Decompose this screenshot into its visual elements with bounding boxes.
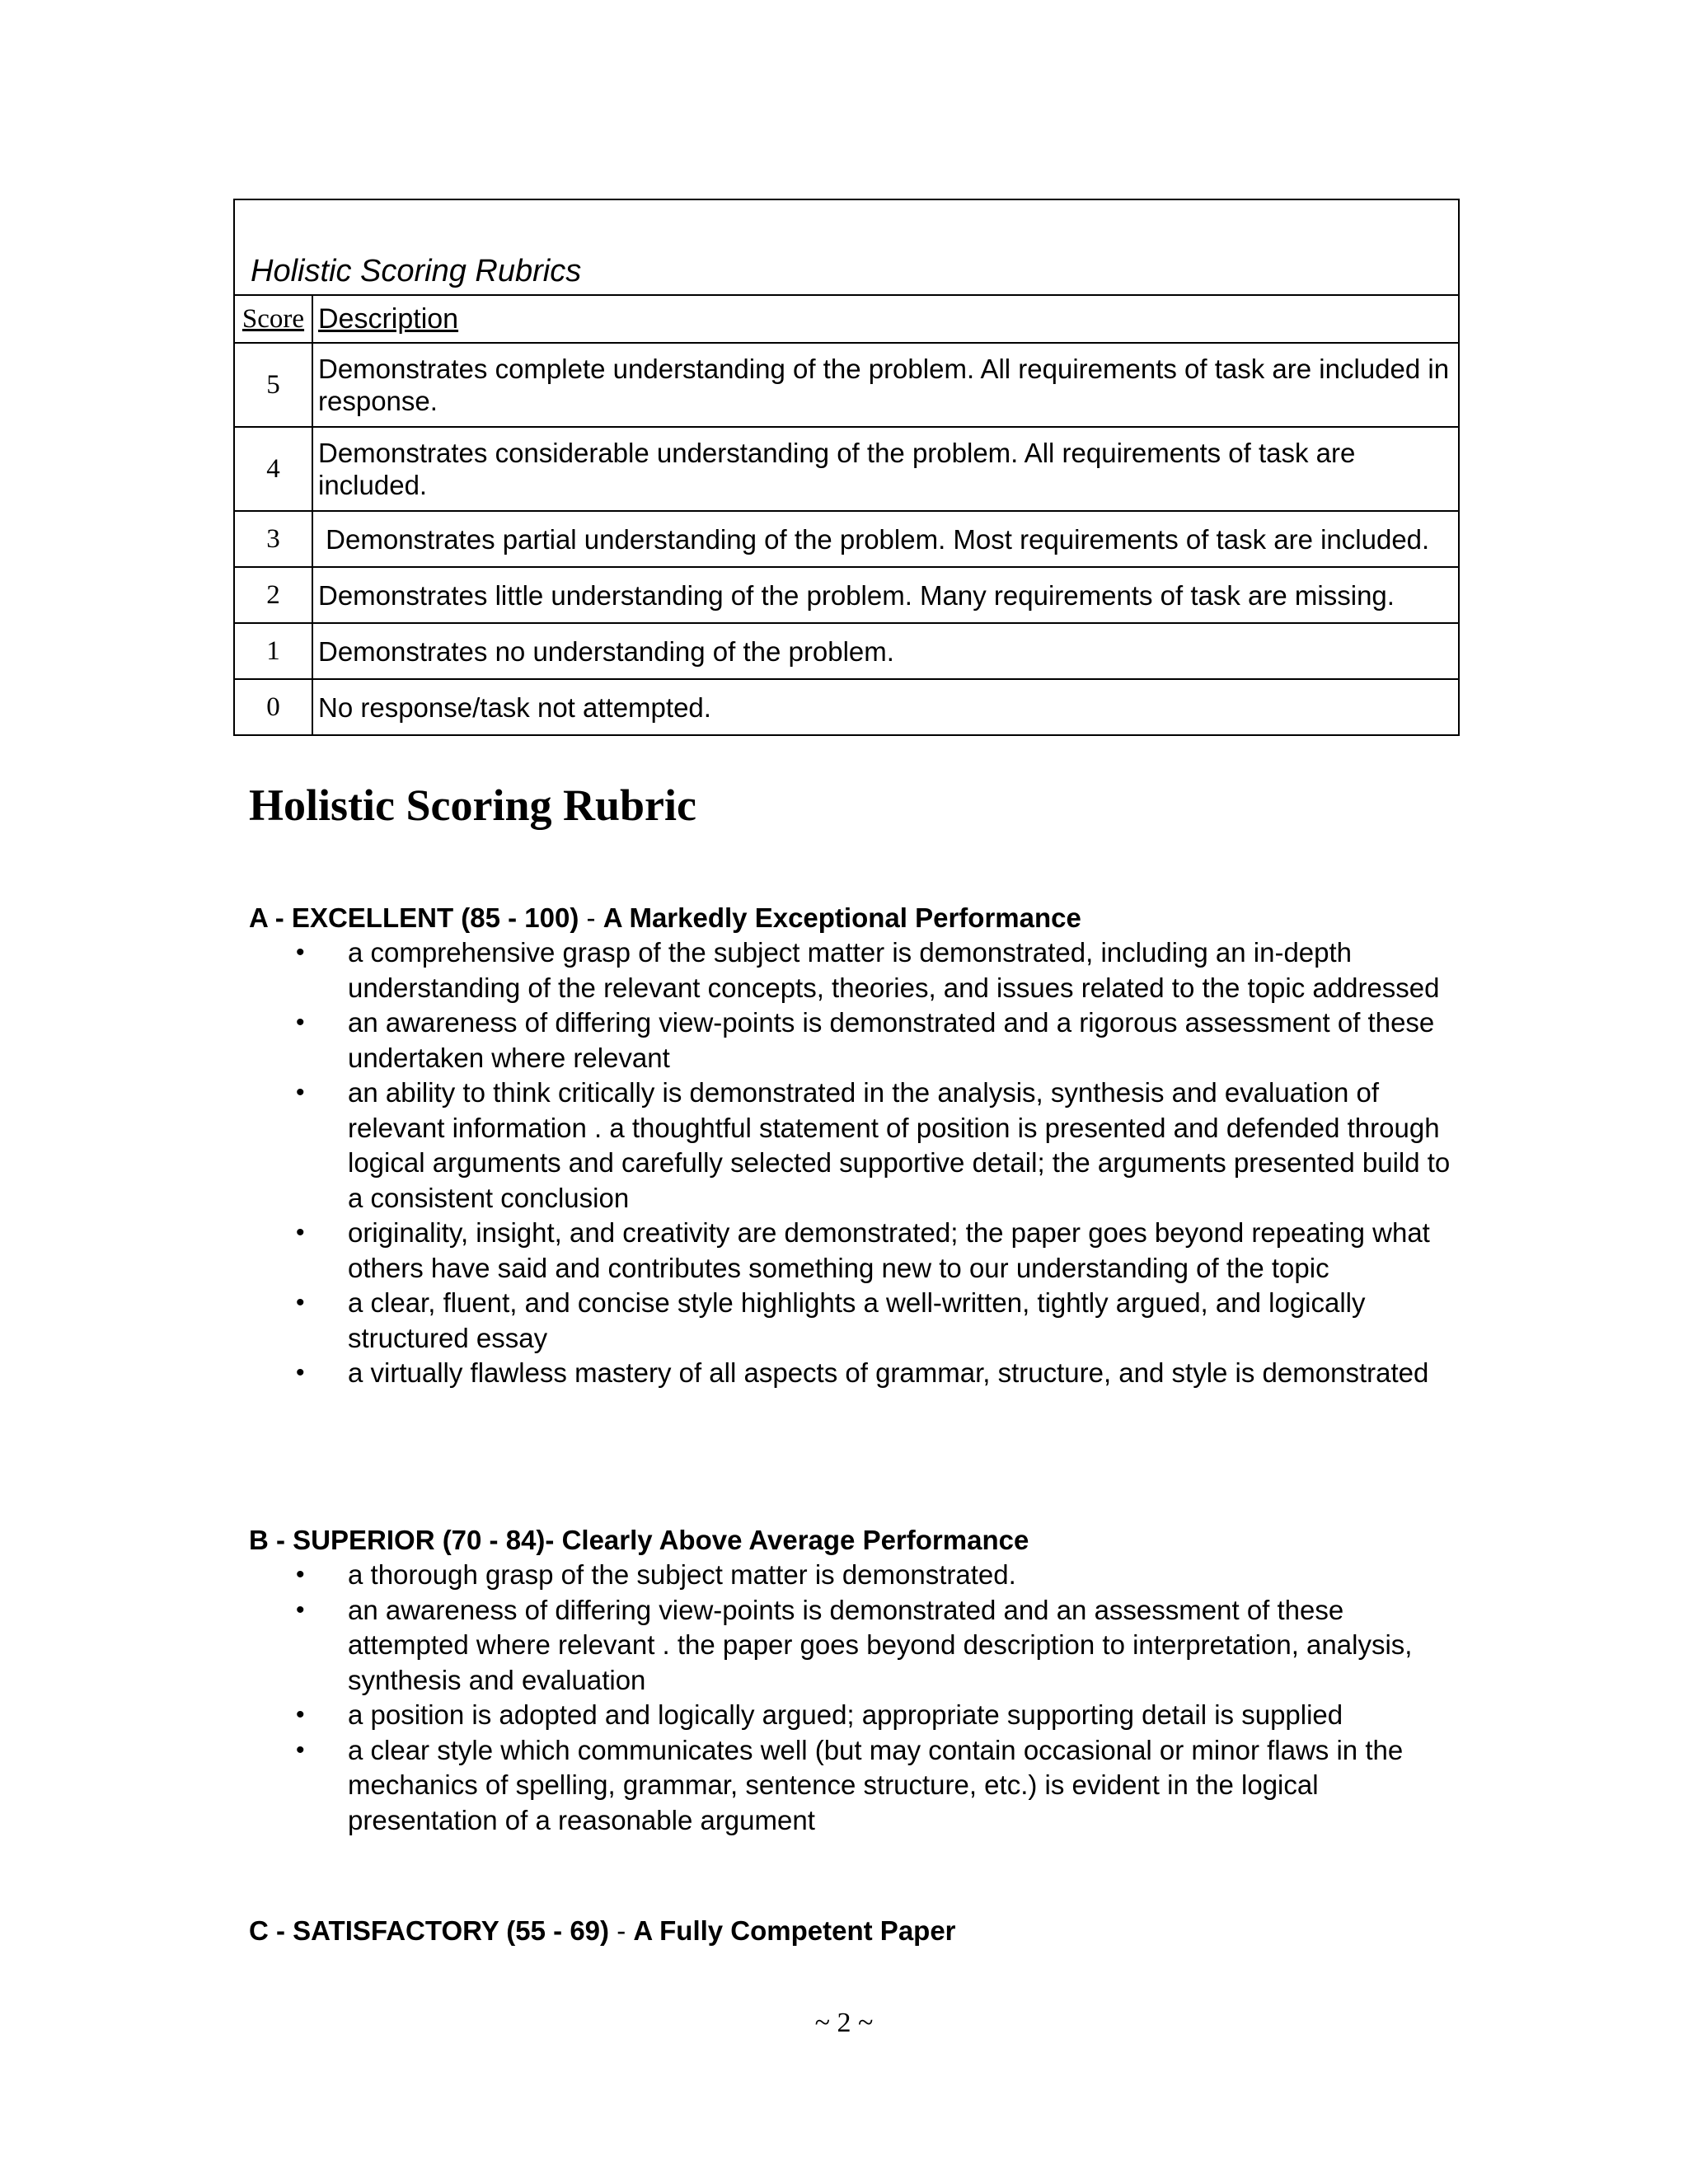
- list-item: [249, 1005, 1452, 1076]
- bullet-icon: •: [296, 1219, 305, 1246]
- section-title: Holistic Scoring Rubric: [249, 780, 696, 830]
- bullet-text: a virtually flawless mastery of all aspects of grammar, structure, and style is demonstrated: [348, 1357, 1429, 1388]
- bullet-icon: •: [296, 1596, 305, 1624]
- list-item: [249, 1733, 1452, 1839]
- grade-b-heading: [249, 1523, 1452, 1558]
- bullet-icon: •: [296, 1079, 305, 1106]
- score-value: 1: [234, 623, 312, 679]
- list-item: [249, 935, 1452, 1005]
- grade-c-label: C - SATISFACTORY (55 - 69): [249, 1915, 610, 1946]
- list-item: [249, 1356, 1452, 1391]
- table-row: [234, 511, 1459, 567]
- bullet-icon: •: [296, 1009, 305, 1036]
- scoring-rubric-table: [233, 199, 1460, 736]
- bullet-text: a clear style which communicates well (but may contain occasional or minor flaws in the mechanics of spelling, grammar, sentence structure, etc.) is evident in the logical presentation of a reasonable argument: [348, 1734, 1404, 1835]
- bullet-icon: •: [296, 1736, 305, 1764]
- list-item: [249, 1076, 1452, 1216]
- score-value: 5: [234, 343, 312, 427]
- bullet-text: a clear, fluent, and concise style highlights a well-written, tightly argued, and logically structured essay: [348, 1287, 1366, 1353]
- bullet-text: a comprehensive grasp of the subject matter is demonstrated, including an in-depth understanding of the relevant concepts, theories, and issues related to the topic addressed: [348, 937, 1440, 1003]
- score-value: 3: [234, 511, 312, 567]
- table-row: [234, 567, 1459, 623]
- bullet-text: originality, insight, and creativity are demonstrated; the paper goes beyond repeating what others have said and contributes something new to our understanding of the topic: [348, 1217, 1430, 1283]
- header-description: Description: [312, 295, 1459, 343]
- grade-a-separator: -: [579, 902, 603, 933]
- grade-a-heading: [249, 901, 1452, 935]
- header-score: Score: [234, 295, 312, 343]
- score-value: 0: [234, 679, 312, 735]
- grade-c-heading: [249, 1914, 1452, 1948]
- score-value: 2: [234, 567, 312, 623]
- grade-a-bullet-list: [249, 935, 1452, 1391]
- score-description: Demonstrates considerable understanding of the problem. All requirements of task are included.: [312, 427, 1459, 511]
- table-row: [234, 679, 1459, 735]
- grade-a-subtitle: A Markedly Exceptional Performance: [603, 902, 1081, 933]
- score-description: Demonstrates partial understanding of the problem. Most requirements of task are included.: [312, 511, 1459, 567]
- table-caption-cell: [234, 199, 1459, 295]
- score-description: No response/task not attempted.: [312, 679, 1459, 735]
- list-item: [249, 1216, 1452, 1286]
- list-item: [249, 1558, 1452, 1593]
- bullet-icon: •: [296, 1359, 305, 1386]
- score-value: 4: [234, 427, 312, 511]
- grade-b-section: [249, 1523, 1452, 1838]
- score-description: Demonstrates little understanding of the problem. Many requirements of task are missing.: [312, 567, 1459, 623]
- table-row: [234, 343, 1459, 427]
- page-number: ~ 2 ~: [814, 2008, 874, 2038]
- grade-c-section: [249, 1914, 1452, 1948]
- grade-c-subtitle: A Fully Competent Paper: [633, 1915, 956, 1946]
- bullet-text: an ability to think critically is demonstrated in the analysis, synthesis and evaluation of relevant information . a thoughtful statement of position is presented and defended through logical arguments and carefully selected supportive detail; the arguments presented build to a consistent conclusion: [348, 1077, 1451, 1213]
- table-row: [234, 623, 1459, 679]
- bullet-icon: •: [296, 1289, 305, 1316]
- grade-a-label: A - EXCELLENT (85 - 100): [249, 902, 579, 933]
- list-item: [249, 1698, 1452, 1733]
- list-item: [249, 1593, 1452, 1699]
- bullet-icon: •: [296, 1561, 305, 1588]
- grade-b-label: B - SUPERIOR (70 - 84)- Clearly Above Average Performance: [249, 1525, 1029, 1555]
- grade-c-separator: -: [609, 1915, 634, 1946]
- table-caption: Holistic Scoring Rubrics: [251, 254, 582, 288]
- bullet-text: a position is adopted and logically argued; appropriate supporting detail is supplied: [348, 1699, 1343, 1730]
- grade-a-section: [249, 901, 1452, 1391]
- bullet-text: a thorough grasp of the subject matter is demonstrated.: [348, 1559, 1016, 1590]
- grade-b-bullet-list: [249, 1558, 1452, 1838]
- list-item: [249, 1286, 1452, 1356]
- bullet-text: an awareness of differing view-points is demonstrated and a rigorous assessment of these undertaken where relevant: [348, 1007, 1435, 1073]
- score-description: Demonstrates no understanding of the problem.: [312, 623, 1459, 679]
- bullet-icon: •: [296, 939, 305, 966]
- bullet-text: an awareness of differing view-points is demonstrated and an assessment of these attempted where relevant . the paper goes beyond description to interpretation, analysis, synthesis and evaluation: [348, 1594, 1413, 1695]
- bullet-icon: •: [296, 1701, 305, 1728]
- score-description: Demonstrates complete understanding of the problem. All requirements of task are included in response.: [312, 343, 1459, 427]
- table-row: [234, 427, 1459, 511]
- table-header-row: [234, 295, 1459, 343]
